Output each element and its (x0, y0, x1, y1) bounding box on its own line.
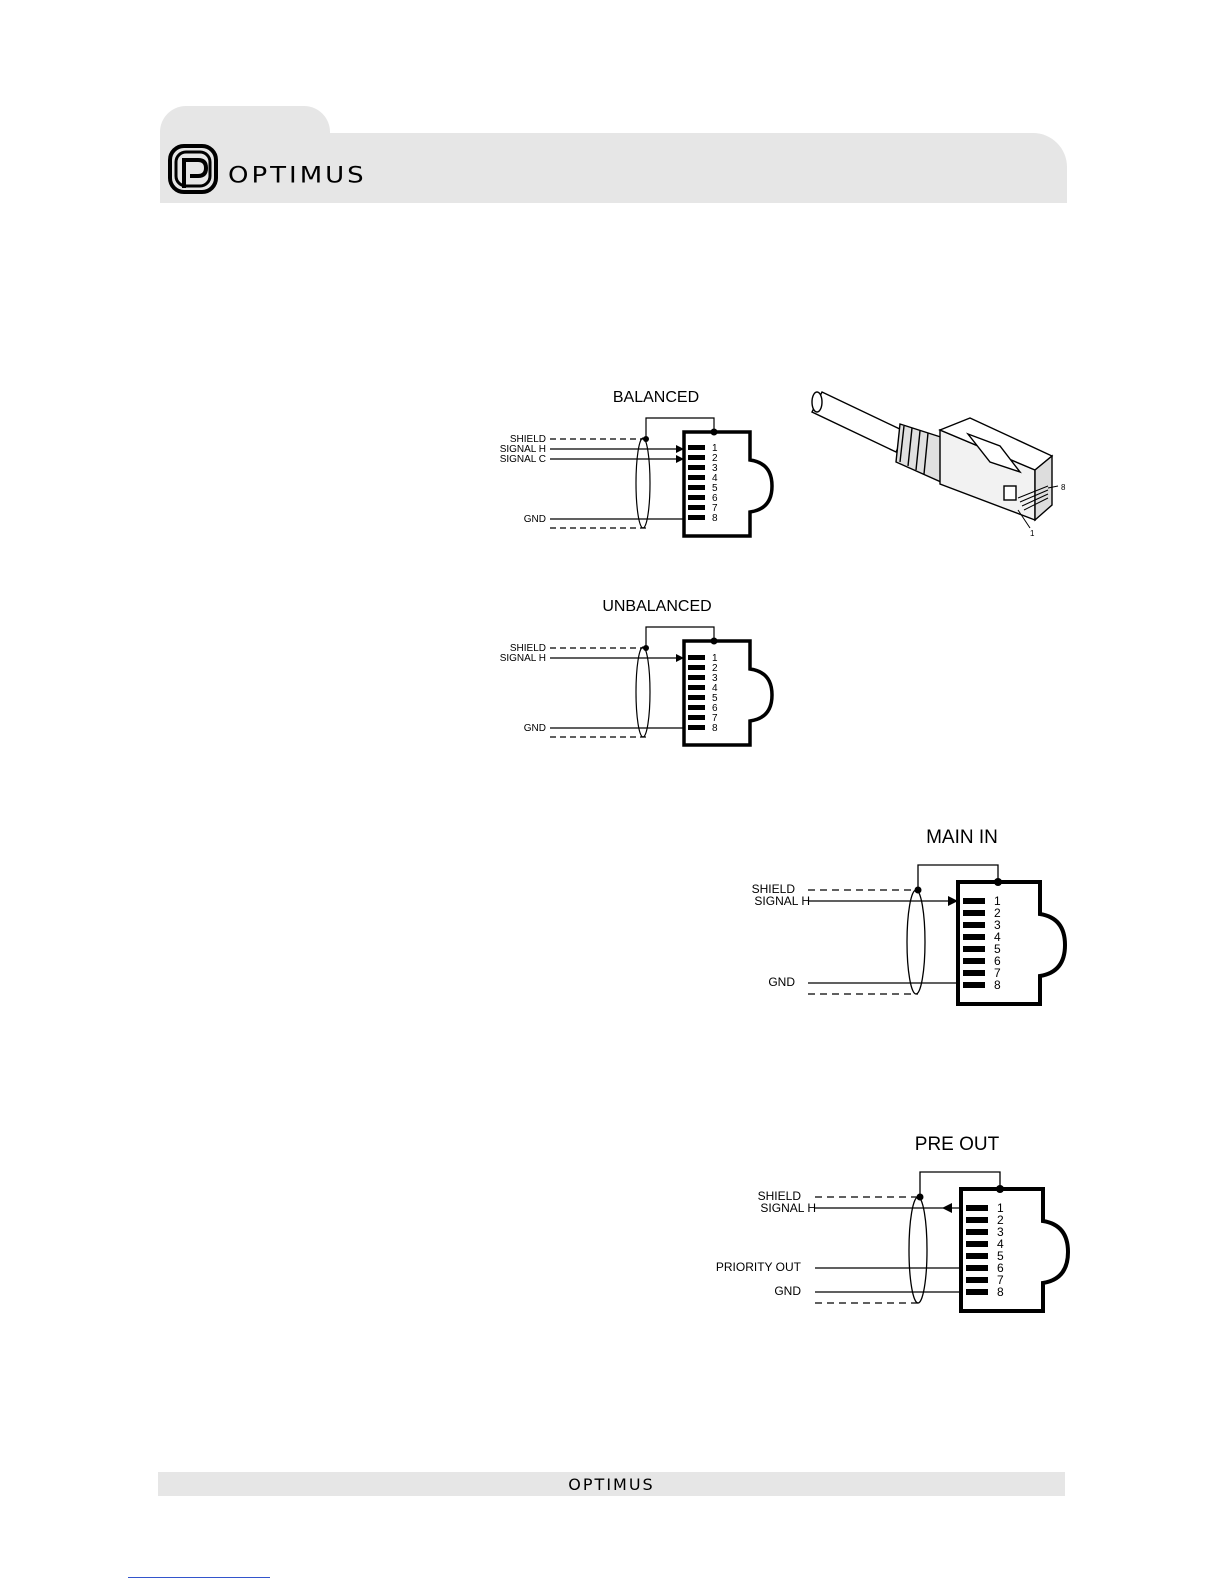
signal-h-label: SIGNAL H (754, 894, 810, 908)
gnd-label: GND (768, 975, 795, 989)
shield-label: SHIELD (509, 643, 546, 654)
svg-text:7: 7 (994, 966, 1001, 980)
optimus-logo-icon (168, 144, 220, 194)
shield-junction (917, 1194, 924, 1201)
svg-text:3: 3 (712, 673, 718, 684)
svg-text:6: 6 (712, 493, 718, 504)
svg-text:7: 7 (997, 1273, 1004, 1287)
svg-text:5: 5 (712, 693, 718, 704)
svg-text:8: 8 (712, 723, 718, 734)
signal-arrow-reverse (942, 1203, 952, 1213)
footer-band (158, 1472, 1065, 1496)
gnd-label: GND (523, 514, 546, 525)
signal-h-label: SIGNAL H (499, 653, 546, 664)
rj45-jack (958, 882, 1065, 1004)
svg-text:3: 3 (997, 1225, 1004, 1239)
diagram-title: UNBALANCED (602, 598, 712, 615)
svg-text:1: 1 (997, 1201, 1004, 1215)
svg-text:8: 8 (997, 1285, 1004, 1299)
shield-label: SHIELD (509, 434, 546, 445)
svg-text:8: 8 (712, 513, 718, 524)
priority-out-label: PRIORITY OUT (715, 1260, 801, 1274)
diagram-title: BALANCED (612, 389, 700, 406)
svg-text:3: 3 (712, 463, 718, 474)
diagram-title: PRE OUT (914, 1134, 1000, 1155)
svg-text:7: 7 (712, 713, 718, 724)
gnd-label: GND (523, 723, 546, 734)
svg-text:1: 1 (712, 443, 718, 454)
svg-text:2: 2 (712, 663, 718, 674)
pre-out-wiring-diagram (700, 1130, 1070, 1320)
rj45-jack (684, 432, 772, 536)
wires (550, 418, 714, 528)
footer-brand-text: OPTIMUS (568, 1475, 655, 1494)
signal-h-label: SIGNAL H (760, 1201, 816, 1215)
svg-text:3: 3 (994, 918, 1001, 932)
shield-junction (915, 887, 922, 894)
header-brand-text: OPTIMUS (228, 163, 367, 189)
svg-text:5: 5 (712, 483, 718, 494)
svg-text:6: 6 (994, 954, 1001, 968)
rj45-plug-illustration (800, 380, 1070, 540)
signal-h-label: SIGNAL H (499, 444, 546, 455)
svg-text:6: 6 (712, 703, 718, 714)
wires (815, 1172, 1000, 1303)
plug-pin-last-label: 8 (1061, 483, 1066, 492)
rj45-jack (961, 1189, 1068, 1311)
svg-text:4: 4 (997, 1237, 1004, 1251)
svg-text:6: 6 (997, 1261, 1004, 1275)
main-in-wiring-diagram (720, 820, 1070, 1010)
wires (550, 627, 714, 737)
svg-text:4: 4 (712, 473, 718, 484)
unbalanced-wiring-diagram (480, 590, 780, 750)
shield-junction (643, 645, 649, 651)
svg-text:7: 7 (712, 503, 718, 514)
plug-pin-first-label: 1 (1030, 529, 1035, 538)
svg-text:2: 2 (997, 1213, 1004, 1227)
pin-numbers (712, 653, 718, 734)
diagram-title: MAIN IN (926, 827, 998, 848)
svg-text:4: 4 (994, 930, 1001, 944)
pin-numbers (994, 894, 1001, 992)
rj45-jack (684, 641, 772, 745)
pin-numbers (712, 443, 718, 524)
svg-text:4: 4 (712, 683, 718, 694)
shield-label: SHIELD (757, 1189, 801, 1203)
svg-text:2: 2 (712, 453, 718, 464)
svg-text:5: 5 (997, 1249, 1004, 1263)
svg-text:5: 5 (994, 942, 1001, 956)
svg-text:8: 8 (994, 978, 1001, 992)
gnd-label: GND (774, 1284, 801, 1298)
signal-c-label: SIGNAL C (499, 454, 546, 465)
pin-numbers (997, 1201, 1004, 1299)
svg-text:1: 1 (994, 894, 1001, 908)
shield-junction (643, 436, 649, 442)
svg-text:2: 2 (994, 906, 1001, 920)
page-link-underline[interactable] (128, 1577, 270, 1578)
svg-text:1: 1 (712, 653, 718, 664)
balanced-wiring-diagram (480, 380, 780, 540)
shield-label: SHIELD (751, 882, 795, 896)
